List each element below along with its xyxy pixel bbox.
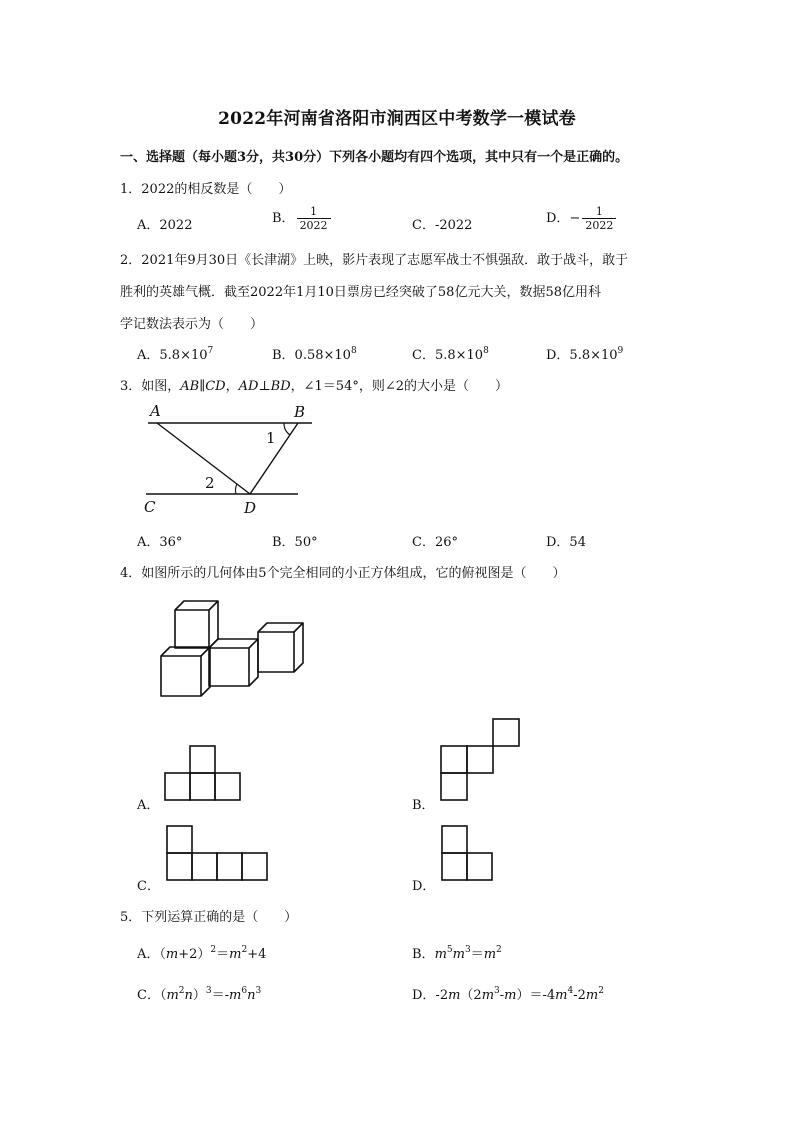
q5c-var-1: m bbox=[166, 988, 179, 1003]
point-a-label: A bbox=[150, 402, 161, 420]
q5b-exp-3: 2 bbox=[496, 945, 502, 955]
q3-option-c: C．26° bbox=[412, 535, 458, 550]
q5d-var-1: m bbox=[448, 988, 461, 1003]
q5c-var-2: n bbox=[184, 988, 193, 1003]
q2-option-a bbox=[137, 344, 213, 363]
q5a-var-2: m bbox=[229, 947, 242, 962]
q1-option-a: A．2022 bbox=[137, 218, 193, 233]
q4-cube-solid-figure bbox=[155, 595, 315, 705]
q5d-exp-3: 2 bbox=[598, 986, 604, 996]
cube-middle bbox=[209, 639, 258, 686]
q4-option-d-label: D． bbox=[412, 879, 436, 894]
angle-2-arc bbox=[236, 484, 237, 494]
q1-option-b-prefix: B． bbox=[272, 211, 295, 226]
point-c-label: C bbox=[144, 498, 156, 516]
q2-option-d-base: D．5.8×10 bbox=[546, 348, 618, 363]
q1-option-b-denominator: 2022 bbox=[297, 218, 331, 232]
q2-option-c-exponent: 8 bbox=[483, 346, 489, 356]
q5-option-a bbox=[137, 943, 266, 962]
question-2-line-3: 学记数法表示为（ ） bbox=[120, 317, 264, 332]
point-b-label: B bbox=[294, 403, 306, 421]
q5b-exp-2: 3 bbox=[464, 945, 471, 955]
q1-option-d-fraction bbox=[582, 205, 616, 232]
q5b-var-2: m bbox=[452, 947, 465, 962]
q2-option-b-exponent: 8 bbox=[350, 346, 357, 356]
q5d-var-4: m bbox=[555, 988, 568, 1003]
q2-option-d bbox=[546, 344, 623, 363]
cube-back-right bbox=[258, 623, 303, 672]
q4-option-a-top-view bbox=[163, 744, 245, 804]
q3-option-a: A．36° bbox=[137, 535, 183, 550]
q5c-var-3: m bbox=[229, 988, 242, 1003]
q3-parallel-expression: AB∥CD bbox=[180, 379, 226, 394]
q5c-text-2: ） bbox=[192, 988, 206, 1003]
q1-option-d-denominator: 2022 bbox=[582, 218, 616, 232]
q5c-exp-2: 3 bbox=[205, 986, 212, 996]
q4-option-c-label: C． bbox=[137, 879, 160, 894]
q5c-exp-1: 2 bbox=[178, 986, 185, 996]
q2-option-d-exponent: 9 bbox=[617, 346, 624, 356]
q1-option-d-numerator: 1 bbox=[595, 205, 603, 218]
q5d-text-1: D．-2 bbox=[412, 988, 449, 1003]
q2-option-a-base: A．5.8×10 bbox=[137, 348, 208, 363]
q4-option-b-label: B． bbox=[412, 798, 435, 813]
q5d-text-5: -2 bbox=[573, 988, 586, 1003]
q5d-var-3: m bbox=[504, 988, 517, 1003]
question-1-stem: 1．2022的相反数是（ ） bbox=[120, 182, 292, 197]
question-5-stem: 5．下列运算正确的是（ ） bbox=[120, 910, 298, 925]
q5a-var-1: m bbox=[165, 947, 179, 962]
q5d-exp-1: 3 bbox=[494, 986, 500, 996]
q3-option-b: B．50° bbox=[272, 535, 318, 550]
angle-1-label: 1 bbox=[266, 429, 276, 447]
q5c-text-1: C．（ bbox=[137, 988, 167, 1003]
segment-ad bbox=[157, 423, 250, 494]
q1-option-b-numerator: 1 bbox=[310, 205, 318, 218]
q5b-exp-1: 5 bbox=[446, 945, 453, 955]
q5a-text-4: +4 bbox=[247, 947, 267, 962]
question-2-line-1: 2．2021年9月30日《长津湖》上映，影片表现了志愿军战士不惧强敌．敢于战斗，敢于 bbox=[120, 253, 629, 268]
q4-option-a-label: A． bbox=[137, 798, 160, 813]
q2-option-b bbox=[272, 344, 357, 363]
question-4-stem: 4．如图所示的几何体由5个完全相同的小正方体组成，它的俯视图是（ ） bbox=[120, 566, 566, 581]
angle-2-label: 2 bbox=[205, 474, 215, 492]
cube-front-left bbox=[161, 647, 210, 696]
q5a-exp-1: 2 bbox=[210, 945, 217, 955]
q5d-var-5: m bbox=[585, 988, 599, 1003]
q5c-text-3: ＝- bbox=[211, 988, 230, 1003]
q5-option-d bbox=[412, 984, 604, 1003]
question-3-stem bbox=[120, 375, 508, 394]
q5a-text-1: A．（ bbox=[137, 947, 166, 962]
q5a-text-3: ＝ bbox=[216, 947, 230, 962]
q3-stem-part-1: 3．如图， bbox=[120, 379, 181, 394]
q1-option-d bbox=[546, 205, 616, 232]
q4-option-b-top-view bbox=[440, 717, 524, 805]
q1-option-c: C．-2022 bbox=[412, 218, 473, 233]
q1-option-d-prefix: D． bbox=[546, 211, 570, 226]
q5-option-c bbox=[137, 984, 261, 1003]
q5a-exp-2: 2 bbox=[241, 945, 248, 955]
angle-1-arc bbox=[284, 423, 290, 435]
q5c-var-4: n bbox=[247, 988, 256, 1003]
q5b-var-3: m bbox=[483, 947, 497, 962]
question-2-line-2: 胜利的英雄气概．截至2022年1月10日票房已经突破了58亿元大关，数据58亿用科 bbox=[120, 285, 601, 300]
q3-geometry-figure bbox=[140, 400, 320, 520]
q4-option-c-top-view bbox=[165, 824, 273, 884]
q5d-exp-2: 4 bbox=[567, 986, 574, 996]
q5b-text-2: ＝ bbox=[470, 947, 484, 962]
q3-stem-part-2: ，∠1＝54°，则∠2的大小是（ ） bbox=[290, 379, 509, 394]
q1-option-b-fraction bbox=[297, 205, 331, 232]
q2-option-c-base: C．5.8×10 bbox=[412, 348, 484, 363]
q1-option-d-minus: − bbox=[569, 211, 581, 226]
q5-option-b bbox=[412, 943, 502, 962]
q5c-exp-4: 3 bbox=[255, 986, 262, 996]
q5b-var-1: m bbox=[434, 947, 447, 962]
cube-top bbox=[175, 601, 218, 648]
q2-option-a-exponent: 7 bbox=[207, 346, 214, 356]
q3-perpendicular-expression: AD⊥BD bbox=[238, 379, 291, 394]
q5b-text-1: B． bbox=[412, 947, 435, 962]
q5d-text-4: ）＝-4 bbox=[516, 988, 556, 1003]
point-d-label: D bbox=[244, 499, 257, 517]
section-heading: 一、选择题（每小题3分，共30分）下列各小题均有四个选项，其中只有一个是正确的。 bbox=[120, 150, 629, 165]
q2-option-b-base: B．0.58×10 bbox=[272, 348, 351, 363]
q1-option-b bbox=[272, 205, 331, 232]
q3-stem-separator: ， bbox=[225, 379, 239, 394]
q5a-text-2: +2） bbox=[178, 947, 211, 962]
q5c-exp-3: 6 bbox=[241, 986, 248, 996]
q5d-text-2: （2 bbox=[460, 988, 482, 1003]
q3-option-d: D．54 bbox=[546, 535, 586, 550]
q5d-var-2: m bbox=[481, 988, 495, 1003]
q4-option-d-top-view bbox=[440, 824, 498, 884]
page-title: 2022年河南省洛阳市涧西区中考数学一模试卷 bbox=[218, 109, 576, 129]
q5d-text-3: - bbox=[499, 988, 505, 1003]
q2-option-c bbox=[412, 344, 489, 363]
